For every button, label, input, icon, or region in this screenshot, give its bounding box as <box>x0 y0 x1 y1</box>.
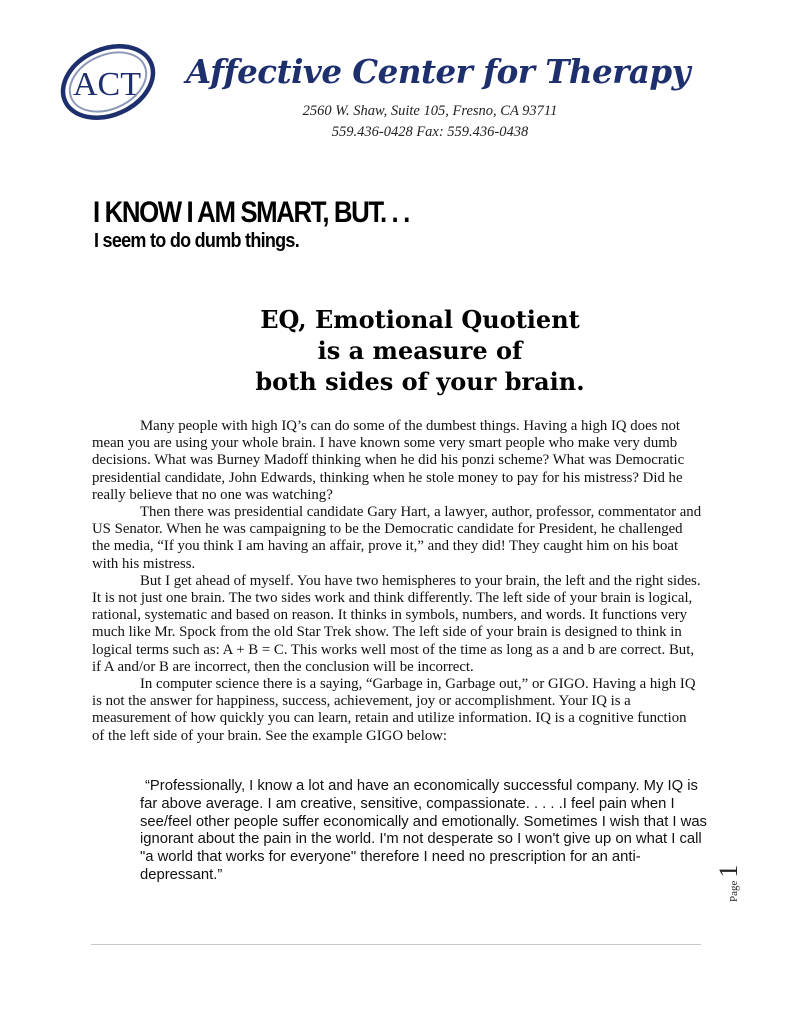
page-word: Page <box>728 880 740 902</box>
article-body <box>92 418 702 745</box>
page-subtitle: I seem to do dumb things. <box>94 230 300 252</box>
organization-name: Affective Center for Therapy <box>186 52 690 91</box>
body-paragraph: Many people with high IQ’s can do some of the dumbest things. Having a high IQ does not mean you are using your whole brain. I have known some very smart people who make very dumb decisions. What was Burney Madoff thinking when he did his ponzi scheme? What was Democratic presidential candidate, John Edwards, thinking when he stole money to pay for his mistress? Did he really believe that no one was watching? <box>92 418 685 503</box>
eq-heading-line: EQ, Emotional Quotient <box>260 305 580 334</box>
body-paragraph: Then there was presidential candidate Gary Hart, a lawyer, author, professor, commentator and US Senator. When he was campaigning to be the Democratic candidate for President, he challenged the media, “If you think I am having an affair, prove it,” and they did! They caught him on his boat with his mistress. <box>92 504 702 572</box>
eq-heading-line: is a measure of <box>317 336 523 365</box>
footer-divider <box>91 944 701 945</box>
logo-text: ACT <box>73 66 141 103</box>
body-paragraph: But I get ahead of myself. You have two hemispheres to your brain, the left and the right sides. It is not just one brain. The two sides work and think differently. The left side of your brain is logical, rational, systematic and based on reason. It thinks in symbols, numbers, and words. It functions very much like Mr. Spock from the old Star Trek show. The left side of your brain is designed to think in logical terms such as: A + B = C. This works well most of the time as long as a and b are correct. But, if A and/or B are incorrect, then the conclusion will be incorrect. <box>92 572 701 675</box>
address-line: 2560 W. Shaw, Suite 105, Fresno, CA 93711 <box>302 103 558 119</box>
page-number-label <box>714 865 744 902</box>
gigo-quote <box>140 778 712 885</box>
eq-heading <box>160 304 680 397</box>
quote-text: “Professionally, I know a lot and have an economically successful company. My IQ is far above average. I am creative, sensitive, compassionate. . . . .I feel pain when I see/feel other people suffer economically and emotionally. Sometimes I wish that I was ignorant about the pain in the world. I'm not desperate so I won't give up on what I call "a world that works for everyone" therefore I need no prescription for an anti-depressant.” <box>140 778 707 883</box>
body-paragraph: In computer science there is a saying, “Garbage in, Garbage out,” or GIGO. Having a high IQ is not the answer for happiness, success, achievement, joy or accomplishment. Your IQ is a measurement of how quickly you can learn, retain and utilize information. IQ is a cognitive function of the left side of your brain. See the example GIGO below: <box>92 676 696 744</box>
page-title: I KNOW I AM SMART, BUT. . . <box>93 196 409 229</box>
page-number: 1 <box>714 864 743 878</box>
act-logo <box>58 40 158 124</box>
phone-fax-line: 559.436-0428 Fax: 559.436-0438 <box>331 124 529 140</box>
eq-heading-line: both sides of your brain. <box>255 367 585 396</box>
